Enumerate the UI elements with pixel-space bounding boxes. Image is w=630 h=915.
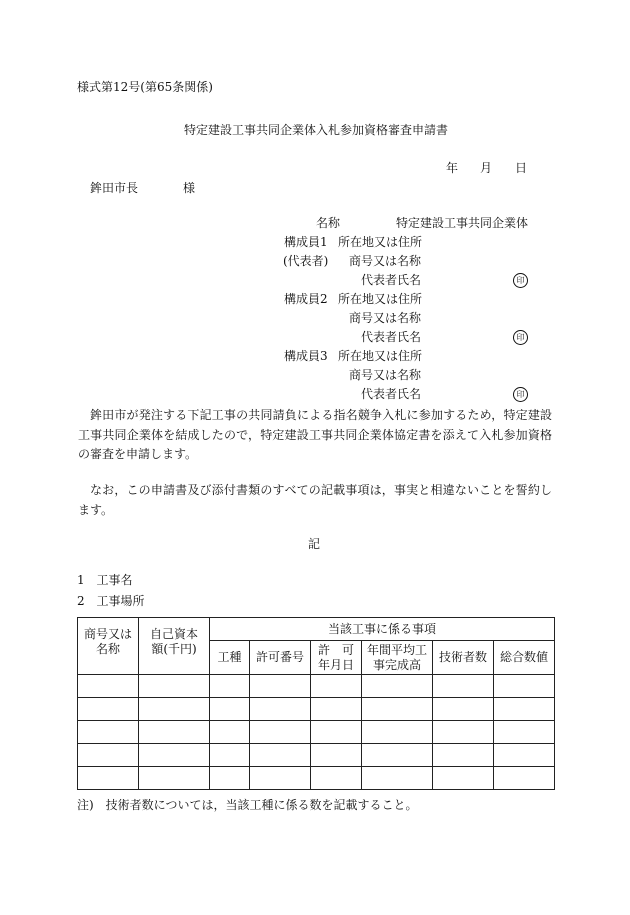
member-1-trade-name-label: 商号又は名称 (349, 254, 422, 268)
table-row (78, 675, 555, 698)
pledge-paragraph: なお，この申請書及び添付書類のすべての記載事項は，事実と相違ないことを誓約します。 (78, 483, 552, 517)
header-trade-name: 商号又は名称 (78, 618, 139, 675)
member-1-address-label: 所在地又は住所 (338, 235, 423, 249)
item-1-number: 1 (77, 573, 85, 587)
header-total-score: 総合数値 (494, 641, 555, 675)
member-2-label: 構成員2 (284, 292, 328, 306)
item-2-number: 2 (77, 594, 85, 608)
table-row (78, 767, 555, 790)
member-2-address-label: 所在地又は住所 (338, 292, 423, 306)
table-row (78, 698, 555, 721)
item-1 (77, 574, 132, 586)
header-capital: 自己資本額(千円) (139, 618, 210, 675)
member-1-rep-label: 代表者氏名 (361, 273, 422, 287)
form-number: 様式第12号(第65条関係) (77, 80, 213, 94)
honorific: 様 (183, 181, 196, 195)
member-3-seal: 印 (513, 387, 528, 402)
member-3-address-label: 所在地又は住所 (338, 349, 423, 363)
item-1-label: 工事名 (96, 573, 133, 587)
header-permit-number: 許可番号 (250, 641, 311, 675)
date-day-label: 日 (515, 161, 528, 175)
member-2-trade-name-label: 商号又は名称 (349, 311, 422, 325)
addressee: 鉾田市長 (90, 181, 139, 195)
table-row (78, 721, 555, 744)
item-2-label: 工事場所 (96, 594, 145, 608)
header-permit-date: 許 可年月日 (311, 641, 362, 675)
applicant-name-value: 特定建設工事共同企業体 (396, 216, 529, 230)
member-2-seal: 印 (513, 330, 528, 345)
member-1-role: (代表者) (283, 254, 329, 268)
application-paragraph: 鉾田市が発注する下記工事の共同請負による指名競争入札に参加するため，特定建設工事共同企業体を結成したので，特定建設工事共同企業体協定書を添えて入札参加資格の審査を申請します。 (78, 408, 552, 461)
table-row (78, 744, 555, 767)
member-1-seal: 印 (513, 273, 528, 288)
table-note: 注) 技術者数については，当該工種に係る数を記載すること。 (77, 798, 418, 812)
header-annual-average: 年間平均工事完成高 (362, 641, 433, 675)
item-2 (77, 595, 144, 607)
ki-heading: 記 (308, 537, 321, 551)
member-3-rep-label: 代表者氏名 (361, 387, 422, 401)
member-3-trade-name-label: 商号又は名称 (349, 368, 422, 382)
date-year-label: 年 (446, 161, 459, 175)
member-1-label: 構成員1 (284, 235, 328, 249)
document-title: 特定建設工事共同企業体入札参加資格審査申請書 (184, 123, 449, 137)
header-engineer-count: 技術者数 (433, 641, 494, 675)
applicant-name-label: 名称 (316, 216, 341, 230)
header-project-items: 当該工事に係る事項 (210, 618, 555, 641)
member-2-rep-label: 代表者氏名 (361, 330, 422, 344)
header-work-type: 工種 (210, 641, 250, 675)
member-3-label: 構成員3 (284, 349, 328, 363)
qualification-table (77, 617, 555, 790)
date-month-label: 月 (480, 161, 493, 175)
